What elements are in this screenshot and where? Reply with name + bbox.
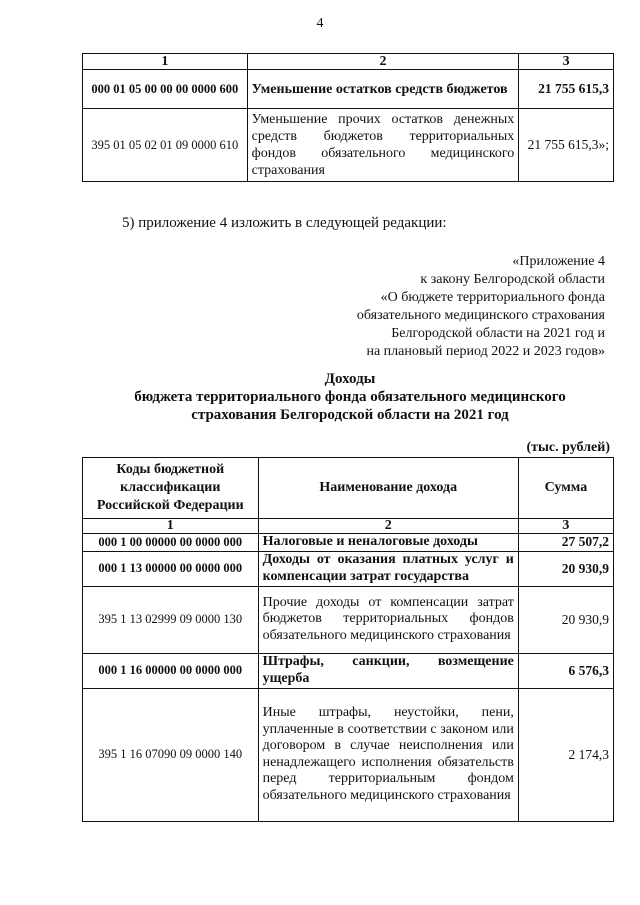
table-row bbox=[83, 551, 614, 586]
income-sum: 20 930,9 bbox=[518, 586, 613, 653]
header-sum: Сумма bbox=[518, 458, 613, 519]
budget-code: 000 1 16 00000 00 0000 000 bbox=[83, 653, 259, 688]
budget-code: 395 1 16 07090 09 0000 140 bbox=[83, 688, 259, 821]
column-number: 3 bbox=[519, 54, 614, 70]
header-codes: Коды бюджетной классификации Российской Федерации bbox=[83, 458, 259, 519]
income-sum: 27 507,2 bbox=[518, 534, 613, 552]
column-number: 1 bbox=[83, 519, 259, 534]
budget-code: 000 01 05 00 00 00 0000 600 bbox=[83, 70, 248, 109]
column-number: 1 bbox=[83, 54, 248, 70]
appendix-line: «О бюджете территориального фонда bbox=[380, 290, 605, 305]
budget-code: 395 01 05 02 01 09 0000 610 bbox=[83, 109, 248, 182]
income-sum: 6 576,3 bbox=[518, 653, 613, 688]
budget-code: 000 1 00 00000 00 0000 000 bbox=[83, 534, 259, 552]
title-line: бюджета территориального фонда обязательного медицинского bbox=[134, 389, 566, 405]
income-table bbox=[82, 457, 614, 822]
column-number: 3 bbox=[518, 519, 613, 534]
item-sum: 21 755 615,3»; bbox=[519, 109, 614, 182]
table-row bbox=[83, 586, 614, 653]
budget-code: 395 1 13 02999 09 0000 130 bbox=[83, 586, 259, 653]
table-row bbox=[83, 653, 614, 688]
appendix-reference bbox=[300, 253, 605, 361]
appendix-line: к закону Белгородской области bbox=[420, 272, 605, 287]
column-number: 2 bbox=[258, 519, 518, 534]
amendment-paragraph: 5) приложение 4 изложить в следующей редакции: bbox=[122, 215, 447, 231]
title-line: страхования Белгородской области на 2021 год bbox=[191, 407, 509, 423]
column-number: 2 bbox=[247, 54, 519, 70]
income-name: Штрафы, санкции, возмещение ущерба bbox=[258, 653, 518, 688]
column-numbers-row bbox=[83, 519, 614, 534]
income-name: Иные штрафы, неустойки, пени, уплаченные в соответствии с законом или договором в случае неисполнения или ненадлежащего исполнения обязательств перед территориальным фондом обязательного медицинского страхования bbox=[258, 688, 518, 821]
title-line: Доходы bbox=[324, 371, 376, 387]
item-name: Уменьшение остатков средств бюджетов bbox=[247, 70, 519, 109]
table-row bbox=[83, 109, 614, 182]
table-row bbox=[83, 688, 614, 821]
income-sum: 2 174,3 bbox=[518, 688, 613, 821]
income-name: Прочие доходы от компенсации затрат бюджетов территориальных фондов обязательного медицинского страхования bbox=[258, 586, 518, 653]
budget-code: 000 1 13 00000 00 0000 000 bbox=[83, 551, 259, 586]
appendix-line: на плановый период 2022 и 2023 годов» bbox=[366, 344, 605, 359]
item-sum: 21 755 615,3 bbox=[519, 70, 614, 109]
header-name: Наименование дохода bbox=[258, 458, 518, 519]
appendix-line: обязательного медицинского страхования bbox=[356, 308, 605, 323]
table-row bbox=[83, 70, 614, 109]
units-label: (тыс. рублей) bbox=[526, 440, 610, 455]
table-header-row bbox=[83, 54, 614, 70]
income-name: Налоговые и неналоговые доходы bbox=[258, 534, 518, 552]
appendix-line: Белгородской области на 2021 год и bbox=[391, 326, 605, 341]
item-name: Уменьшение прочих остатков денежных средств бюджетов территориальных фондов обязательного медицинского страхования bbox=[247, 109, 519, 182]
document-title bbox=[70, 370, 630, 424]
page-number: 4 bbox=[316, 16, 324, 31]
appendix-line: «Приложение 4 bbox=[512, 254, 605, 269]
table-header-row bbox=[83, 458, 614, 519]
income-name: Доходы от оказания платных услуг и компенсации затрат государства bbox=[258, 551, 518, 586]
table-row bbox=[83, 534, 614, 552]
budget-balance-table bbox=[82, 53, 614, 182]
income-sum: 20 930,9 bbox=[518, 551, 613, 586]
